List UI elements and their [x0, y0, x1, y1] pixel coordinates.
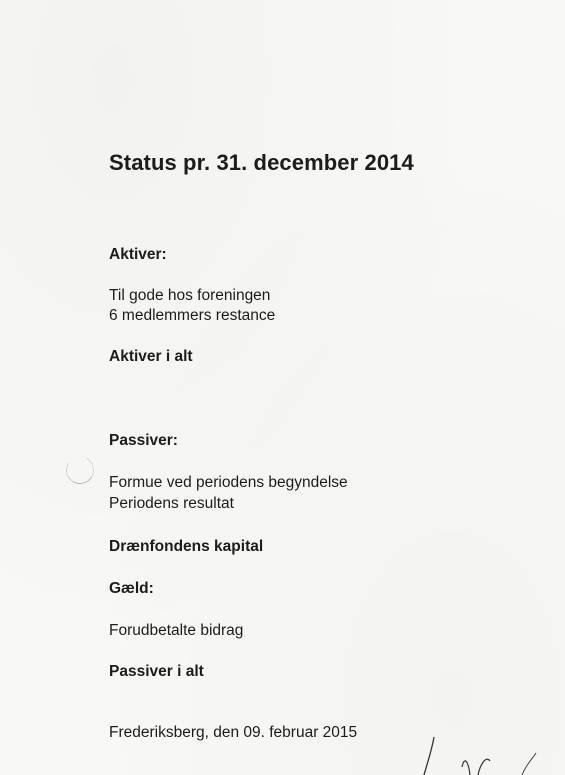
debt-heading: Gæld:	[109, 580, 154, 597]
assets-heading: Aktiver:	[109, 246, 167, 263]
assets-total-label: Aktiver i alt	[109, 348, 193, 365]
signature-mark	[400, 735, 560, 775]
capital-label: Drænfondens kapital	[109, 538, 264, 555]
assets-line-receivable: Til gode hos foreningen	[109, 287, 271, 304]
assets-line-arrears: 6 medlemmers restance	[109, 307, 276, 324]
liabilities-line-period-result: Periodens resultat	[109, 495, 234, 512]
liabilities-total-label: Passiver i alt	[109, 663, 204, 680]
debt-line-prepaid-contributions: Forudbetalte bidrag	[109, 622, 244, 639]
punch-hole-mark	[63, 453, 97, 487]
document-title: Status pr. 31. december 2014	[109, 150, 414, 175]
place-and-date: Frederiksberg, den 09. februar 2015	[109, 724, 358, 741]
liabilities-line-opening-equity: Formue ved periodens begyndelse	[109, 474, 348, 491]
liabilities-heading: Passiver:	[109, 432, 178, 449]
